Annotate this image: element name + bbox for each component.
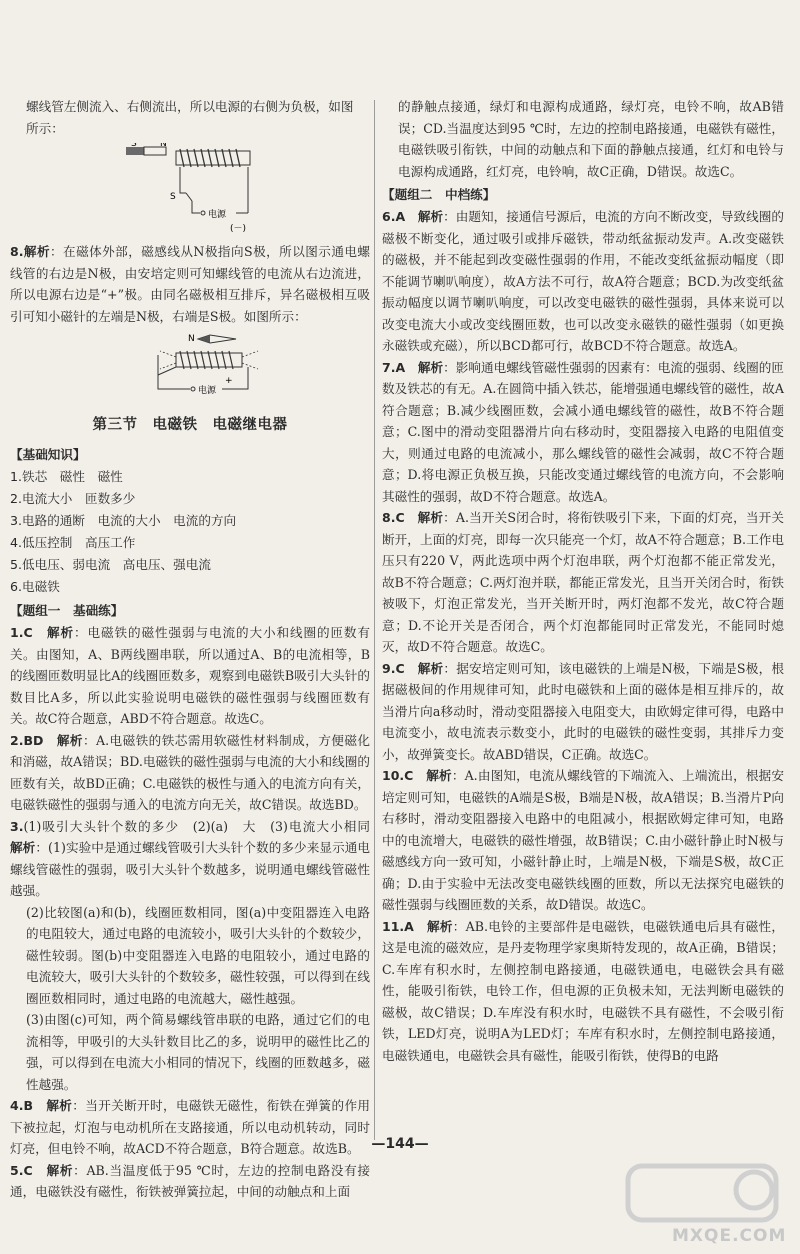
compass-needle-dark [198,335,210,343]
analysis-text: ：由题知，接通信号源后，电流的方向不断改变，导致线圈的磁极不断变化，通过吸引或排斥磁铁，带动纸盆振动发声。A.改变磁铁的磁极，并不能起到改变磁性强弱的作用，不能改变纸盆振动幅度（即不能调节喇叭响度），故A方法不可行，故A符合题意；BCD.为改变纸盆振动幅度以调节喇叭响度，可以改变电磁铁的磁性强弱，具体来说可以改变电流大小或改变线圈匝数，也可以改变永磁铁的磁性强弱（如更换永磁铁或充磁），所以BCD都可行，故BCD不符合题意。故选A。 [382,209,785,353]
wire-lead [158,367,176,375]
figure-solenoid-1 [10,143,370,235]
question-5 [10,1160,370,1203]
analysis-text: ：AB.电铃的主要部件是电磁铁，电磁铁通电后具有磁性，这是电流的磁效应，是丹麦物理学家奥斯特发现的，故A正确，B错误；C.车库有积水时，左侧控制电路接通，电磁铁通电，电磁铁会具有磁性，能吸引衔铁，电铃工作，但电源的正负极未知，无法判断电磁铁的磁极，故C错误；D.车库没有积水时，电磁铁不具有磁性，不会吸引衔铁，LED灯亮，说明A为LED灯；车库有积水时，左侧控制电路接通，电磁铁通电，电磁铁会具有磁性，能吸引衔铁，使得B的电路 [382,918,785,1063]
fig1-n-label: N [160,143,167,149]
basic-answer: 3.电路的通断 电流的大小 电流的方向 [10,513,237,528]
terminal-left [201,211,205,215]
basic-answer: 2.电流大小 匝数多少 [10,491,136,506]
analysis-label: 解析 [46,1098,73,1113]
analysis-label: 解析 [417,660,444,676]
switch [186,193,192,201]
continued-text: 的静触点接通，绿灯和电源构成通路，绿灯亮，电铃不响，故AB错误；CD.当温度达到95 ℃时，左边的控制电路接通，电磁铁有磁性，电磁铁吸引衔铁，中间的动触点和下面的静触点接通，红灯和电铃与电源构成通路，红灯亮，电铃响，故C正确，D错误。故选C。 [398,99,784,179]
question-number: 1. [10,625,24,640]
answer: A [395,359,406,375]
question-8 [10,241,370,327]
group2-header: 【题组二 中档练】 [382,187,496,202]
fig2-plus-label: + [225,376,233,386]
analysis-label: 解析 [417,359,444,375]
analysis-label: 解析 [47,625,75,640]
question-number: 8. [10,244,24,259]
question-9 [382,658,784,766]
answer: B [23,1098,33,1113]
analysis-label: 解析 [426,768,452,783]
analysis-text: ：在磁体外部，磁感线从N极指向S极，所以图示通电螺线管的右边是N极，由安培定则可知螺线管的电流从右边流进，所以电源右边是“+”极。由同名磁极相互排斥，异名磁极相互吸引可知小磁针的左端是N极，右端是S极。如图所示： [10,244,370,324]
answer: C [395,510,405,525]
analysis-text: ：A.电磁铁的铁芯需用软磁性材料制成，方便磁化和消磁，故A错误；BD.电磁铁的磁性强弱与电流的大小和线圈的匝数有关，故BD正确；C.电磁铁的极性与通入的电流方向有关，电磁铁磁性的强弱与通入的电流方向无关，故C错误。故选BD。 [10,732,370,812]
solenoid-coils [180,351,233,369]
question-number: 3. [10,818,24,834]
question-2 [10,730,370,816]
page-number: —144— [371,1136,429,1152]
wire-bottom-left [192,201,200,213]
analysis-label: 解析 [46,1162,74,1178]
answer: C [395,660,405,676]
basic-answer: 6.电磁铁 [10,579,60,594]
basic-answer: 4.低压控制 高压工作 [10,535,136,550]
question-3 [10,816,370,902]
question-number: 8. [382,510,396,525]
fig2-power-label: 电源 [198,386,217,396]
analysis-label: 解析 [417,209,444,224]
fig1-s-label: S [131,143,137,149]
wire-left [180,167,186,193]
group1-header: 【题组一 基础练】 [10,603,124,618]
question-number: 2. [10,732,24,748]
analysis-paragraph: (3)由图(c)可知，两个简易螺线管串联的电路，通过它们的电流相等，甲吸引的大头针数目比乙的多，说明甲的磁性比乙的强，可以得到在电流大小相同的情况下，线圈的匝数越多，磁性越强。 [26,1012,370,1092]
analysis-label: 解析 [56,732,83,748]
figure-solenoid-2 [10,331,370,401]
watermark-site: MXQE.COM [672,1226,787,1246]
basic-answer: 5.低电压、弱电流 高电压、强电流 [10,557,211,572]
left-column [10,96,370,1203]
solenoid-circuit-diagram [10,143,370,235]
section-title: 第三节 电磁铁 电磁继电器 [92,417,288,433]
analysis-text: ：电磁铁的磁性强弱与电流的大小和线圈的匝数有关。由图知，A、B两线圈串联，所以通过A、B的电流相等，B的线圈匝数明显比A的线圈匝数多，观察到电磁铁B吸引大头针的数目比A多，所以此实验说明电磁铁的磁性强弱与线圈匝数有关。故C符合题意，ABD不符合题意。故选C。 [10,625,371,726]
analysis-text: ：A.由图知，电流从螺线管的下端流入、上端流出，根据安培定则可知，电磁铁的A端是S极，B端是N极，故A错误；B.当滑片P向右移时，滑动变阻器接入电路中的电阻减小，根据欧姆定律可知，电路中的电流增大，电磁铁的磁性增强，故B错误；C.由小磁针静止时N极与磁感线方向一致可知，小磁针静止时，上端是N极，下端是S极，故C正确；D.由于实验中无法改变电磁铁线圈的匝数，所以无法探究电磁铁的磁性强弱与线圈匝数的关系，故D错误。故选C。 [382,768,784,912]
answer: BD [23,732,44,748]
answer: C [23,625,33,640]
right-column [382,96,784,1066]
question-11 [382,916,784,1067]
question-number: 6. [382,209,396,224]
analysis-paragraph: (2)比较图(a)和(b)，线圈匝数相同，图(a)中变阻器连入电路的电阻较大，通过电路的电流较小，吸引大头针的个数较少，磁性较弱。图(b)中变阻器连入电路的电阻较小，通过电路的电流较大，吸引大头针的个数较多，磁性较强，可以得到在线圈匝数相同时，通过电路的电流越大，磁性越强。 [26,904,370,1006]
solenoid-coils [180,149,240,167]
question-number: 9. [382,660,396,676]
answer: (1)吸引大头针个数的多少 (2)(a) 大 (3)电流大小相同 [23,818,370,834]
fig1-minus-label: (－) [230,224,247,234]
intro-line: 螺线管左侧流入、右侧流出，所以电源的右侧为负极，如图 [26,99,354,114]
question-7 [382,357,784,508]
fig1-power-label: 电源 [208,210,227,220]
analysis-text: ：当开关断开时，电磁铁无磁性，衔铁在弹簧的作用下被拉起，灯泡与电动机所在支路接通，所以电动机转动，同时灯亮，但电铃不响，故ACD不符合题意，B符合题意。故选B。 [10,1098,371,1156]
solenoid-field-diagram [10,331,370,401]
answer: C [23,1162,33,1178]
analysis-text: ：(1)实验中是通过螺线管吸引大头针个数的多少来显示通电螺线管磁性的强弱，吸引大头针个数越多，说明通电螺线管磁性越强。 [10,840,371,898]
wire-left [158,355,190,389]
analysis-label: 解析 [427,918,453,934]
answer: C [404,768,414,783]
question-1 [10,622,370,730]
analysis-text: ：据安培定则可知，该电磁铁的上端是N极，下端是S极，根据磁极间的作用规律可知，此时电磁铁和上面的磁体是相互排斥的，故当滑片向a移动时，滑动变阻器接入电阻变大，由欧姆定律可得，电路中电流变小，故电流表示数变小，此时的电磁铁的磁性变弱，其排斥力变小，故弹簧变长。故ABD错误，C正确。故选C。 [382,660,785,762]
question-number: 10. [382,768,405,783]
analysis-label: 解析 [417,510,444,525]
question-number: 7. [382,359,396,375]
question-6 [382,206,784,357]
column-divider [374,100,375,1140]
analysis-text: ：影响通电螺线管磁性强弱的因素有：电流的强弱、线圈的匝数及铁芯的有无。A.在圆筒中插入铁芯，能增强通电螺线管的磁性，故A符合题意；B.减少线圈匝数，会减小通电螺线管的磁性，故B不符合题意；C.图中的滑动变阻器滑片向右移动时，变阻器接入电路的电阻值变大，则通过电路的电流减小，那么螺线管的磁性会减弱，故C不符合题意；D.将电源正负极互换，只能改变通过螺线管的电流方向，不会影响其磁性的强弱，故D不符合题意。故选A。 [382,359,785,504]
analysis-text: ：A.当开关S闭合时，将衔铁吸引下来，下面的灯亮，当开关断开，上面的灯亮，即每一次只能亮一个灯，故A不符合题意；B.工作电压只有220 V，两此选项中两个灯泡串联，两个灯泡都不能正常发光，故B不符合题意；C.两灯泡并联，都能正常发光，且当开关闭合时，衔铁被吸下，灯泡正常发光，当开关断开时，两灯泡都不发光，故C符合题意；D.不论开关是否闭合，两个灯泡都能同时正常发光，不能同时熄灭，故D不符合题意。故选C。 [382,510,785,654]
analysis-text: ：AB.当温度低于95 ℃时，左边的控制电路没有接通，电磁铁没有磁性，衔铁被弹簧拉起，中间的动触点和上面 [10,1162,371,1199]
intro-line: 所示： [26,120,64,136]
fig1-switch-label: S [170,192,176,202]
question-8 [382,507,784,658]
analysis-label: 解析 [23,244,50,259]
basic-knowledge-header: 【基础知识】 [10,447,86,462]
analysis-label: 解析 [10,840,36,855]
question-number: 11. [382,918,405,934]
terminal [191,387,195,391]
fig2-n-label: N [188,334,195,344]
answer: A [395,209,406,224]
question-number: 4. [10,1098,24,1113]
question-number: 5. [10,1162,24,1178]
answer: A [404,918,414,934]
question-10 [382,765,784,916]
basic-answer: 1.铁芯 磁性 磁性 [10,469,123,484]
